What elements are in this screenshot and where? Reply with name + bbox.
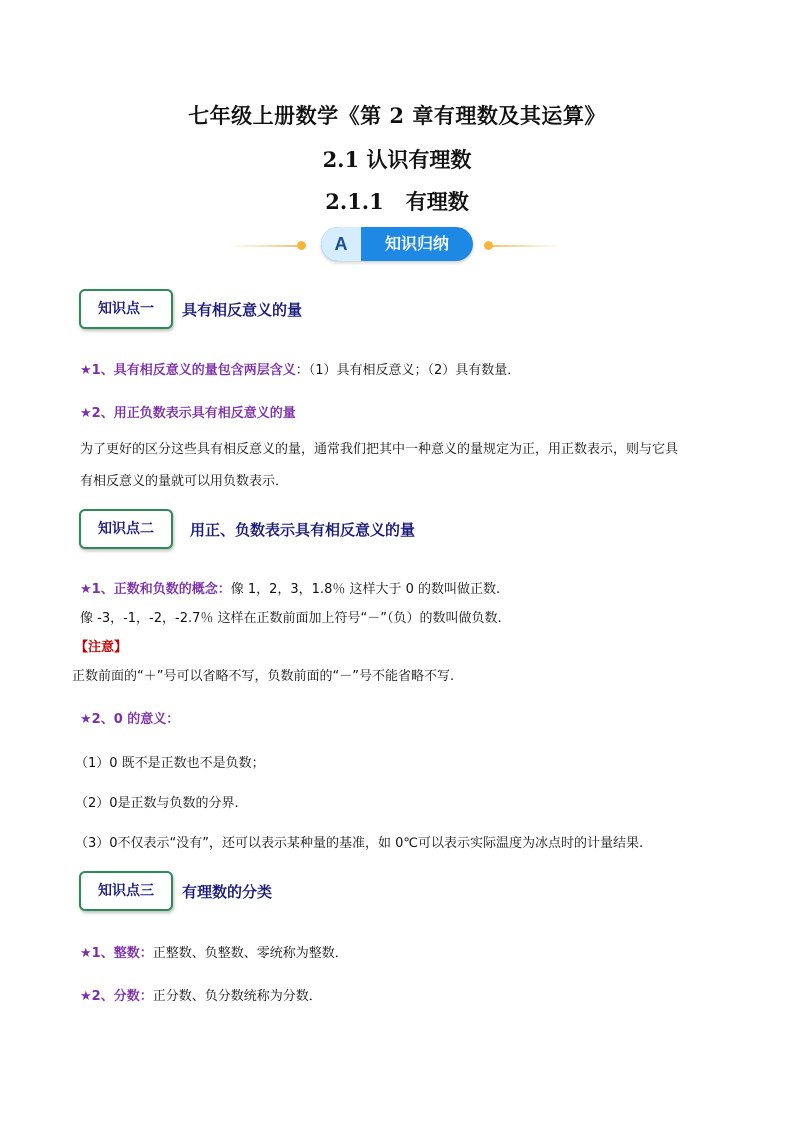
kp3-item-2-text: 正分数、负分数统称为分数． — [152, 989, 322, 1004]
kp2-negative-definition: 像 -3，-1，-2，-2.7％ 这样在正数前面加上符号“－”（负）的数叫做负数. — [80, 611, 502, 626]
knowledge-point-2-heading: 用正、负数表示具有相反意义的量 — [190, 521, 416, 539]
star-icon: ★2、 — [80, 989, 114, 1004]
section-banner — [321, 227, 473, 261]
banner-label: 知识归纳 — [384, 234, 449, 253]
banner-right-line — [487, 245, 562, 247]
knowledge-point-1-box: 知识点一 — [79, 289, 173, 329]
kp3-item-2-label: 分数： — [113, 989, 153, 1004]
star-icon: ★1、 — [80, 946, 114, 961]
zero-meaning-1: （1）0 既不是正数也不是负数； — [75, 756, 265, 771]
knowledge-point-2-box: 知识点二 — [79, 509, 173, 549]
kp2-item-1 — [80, 578, 500, 597]
banner-left-line — [228, 245, 303, 247]
note-text: 正数前面的“＋”号可以省略不写，负数前面的“－”号不能省略不写. — [72, 669, 455, 684]
banner-right-dot — [484, 241, 493, 250]
kp1-item-1 — [80, 359, 520, 378]
kp1-item-2 — [80, 402, 296, 421]
star-icon: ★1、 — [80, 582, 114, 597]
star-icon: ★2、 — [80, 712, 114, 727]
banner-left-dot — [297, 241, 306, 250]
section-title: 2.1 认识有理数 — [322, 147, 472, 172]
kp2-item-1-label: 正数和负数的概念： — [113, 582, 231, 597]
kp3-item-1-label: 整数： — [113, 946, 153, 961]
kp1-item-1-text: ：（1）具有相反意义；（2）具有数量． — [295, 363, 521, 378]
subsection-name: 有理数 — [405, 189, 469, 214]
zero-meaning-2: （2）0是正数与负数的分界. — [75, 796, 239, 811]
star-icon: ★1、 — [80, 363, 114, 378]
kp1-paragraph-line-2: 有相反意义的量就可以用负数表示． — [80, 474, 289, 489]
banner-letter: A — [321, 227, 361, 261]
kp1-item-2-label: 用正负数表示具有相反意义的量 — [113, 406, 296, 421]
kp3-item-1-text: 正整数、负整数、零统称为整数． — [152, 946, 348, 961]
knowledge-point-3-heading: 有理数的分类 — [182, 883, 273, 901]
document-title: 七年级上册数学《第 2 章有理数及其运算》 — [188, 103, 606, 128]
kp3-item-1 — [80, 942, 348, 961]
kp1-item-1-label: 具有相反意义的量包含两层含义 — [113, 363, 296, 378]
kp1-paragraph-line-1: 为了更好的区分这些具有相反意义的量，通常我们把其中一种意义的量规定为正，用正数表示，则与它具 — [80, 442, 679, 457]
subsection-number: 2.1.1 — [325, 189, 384, 214]
note-label: 【注意】 — [75, 640, 128, 655]
knowledge-point-1-heading: 具有相反意义的量 — [182, 301, 303, 319]
knowledge-point-3-box: 知识点三 — [79, 871, 173, 911]
kp2-item-2 — [80, 708, 179, 727]
zero-meaning-3: （3）0不仅表示“没有”，还可以表示某种量的基准，如 0℃可以表示实际温度为冰点时的计量结果. — [75, 836, 644, 851]
star-icon: ★2、 — [80, 406, 114, 421]
subsection-title — [0, 186, 794, 216]
kp3-item-2 — [80, 985, 322, 1004]
kp2-item-1-text: 像 1，2，3，1.8％ 这样大于 0 的数叫做正数. — [230, 582, 501, 597]
kp2-item-2-label: 0 的意义： — [113, 712, 180, 727]
